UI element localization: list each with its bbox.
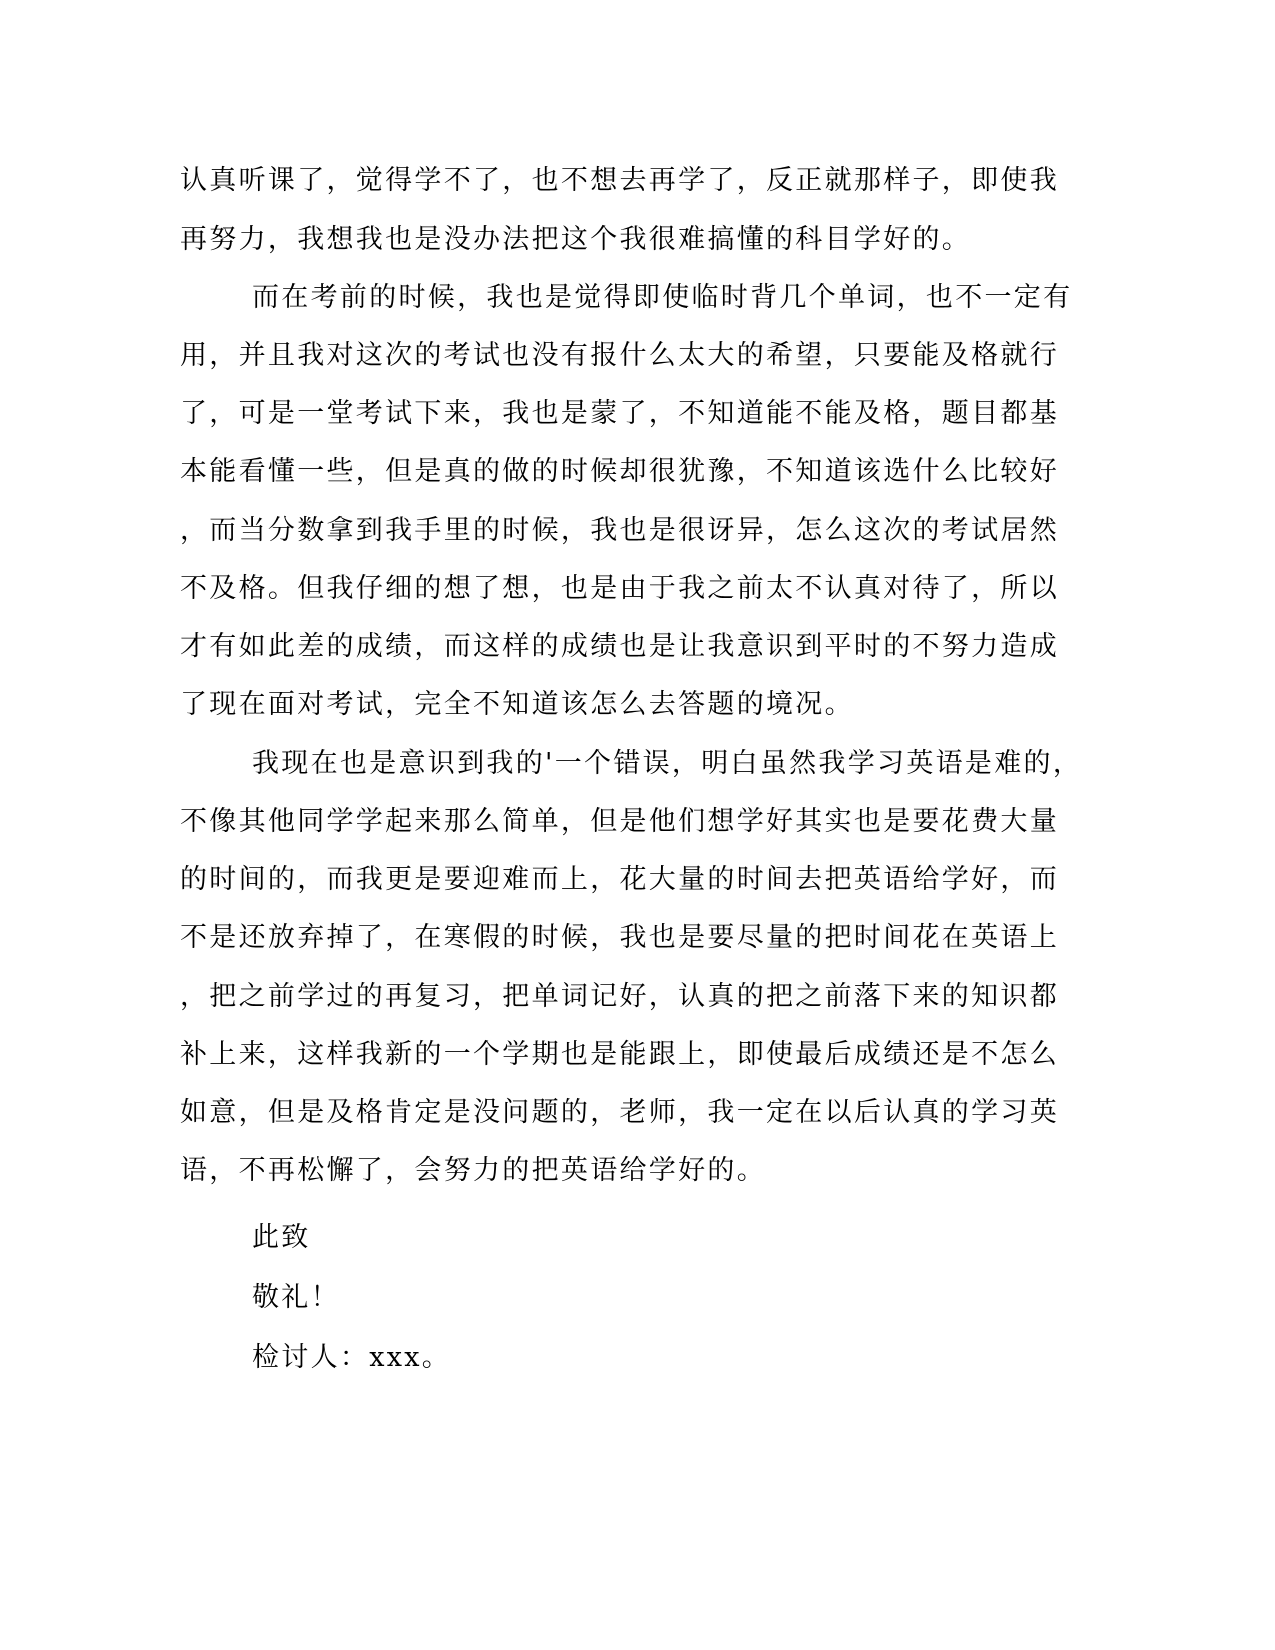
closing-respect: 敬礼！ — [252, 1282, 340, 1313]
paragraph-line: 补上来，这样我新的一个学期也是能跟上，即使最后成绩还是不怎么 — [180, 1039, 1059, 1070]
paragraph-line: 而在考前的时候，我也是觉得即使临时背几个单词，也不一定有 — [252, 282, 1073, 313]
paragraph-line: ，而当分数拿到我手里的时候，我也是很讶异，怎么这次的考试居然 — [180, 515, 1059, 546]
paragraph-line: 用，并且我对这次的考试也没有报什么太大的希望，只要能及格就行 — [180, 340, 1059, 371]
paragraph-line: 如意，但是及格肯定是没问题的，老师，我一定在以后认真的学习英 — [180, 1097, 1059, 1128]
paragraph-line: 的时间的，而我更是要迎难而上，花大量的时间去把英语给学好，而 — [180, 864, 1059, 895]
paragraph-line: 不是还放弃掉了，在寒假的时候，我也是要尽量的把时间花在英语上 — [180, 922, 1059, 953]
paragraph-line: 不及格。但我仔细的想了想，也是由于我之前太不认真对待了，所以 — [180, 573, 1059, 604]
paragraph-line: 认真听课了，觉得学不了，也不想去再学了，反正就那样子，即使我 — [180, 165, 1059, 196]
paragraph-line: 了现在面对考试，完全不知道该怎么去答题的境况。 — [180, 689, 854, 720]
signature: 检讨人：xxx。 — [252, 1342, 452, 1373]
paragraph-line: 再努力，我想我也是没办法把这个我很难搞懂的科目学好的。 — [180, 224, 972, 255]
paragraph-line: ，把之前学过的再复习，把单词记好，认真的把之前落下来的知识都 — [180, 981, 1059, 1012]
paragraph-line: 我现在也是意识到我的'一个错误，明白虽然我学习英语是难的， — [252, 748, 1083, 779]
paragraph-line: 才有如此差的成绩，而这样的成绩也是让我意识到平时的不努力造成 — [180, 631, 1059, 662]
closing-salutation: 此致 — [252, 1222, 311, 1253]
paragraph-line: 语，不再松懈了，会努力的把英语给学好的。 — [180, 1155, 766, 1186]
paragraph-line: 了，可是一堂考试下来，我也是蒙了，不知道能不能及格，题目都基 — [180, 398, 1059, 429]
paragraph-line: 不像其他同学学起来那么简单，但是他们想学好其实也是要花费大量 — [180, 806, 1059, 837]
paragraph-line: 本能看懂一些，但是真的做的时候却很犹豫，不知道该选什么比较好 — [180, 456, 1059, 487]
